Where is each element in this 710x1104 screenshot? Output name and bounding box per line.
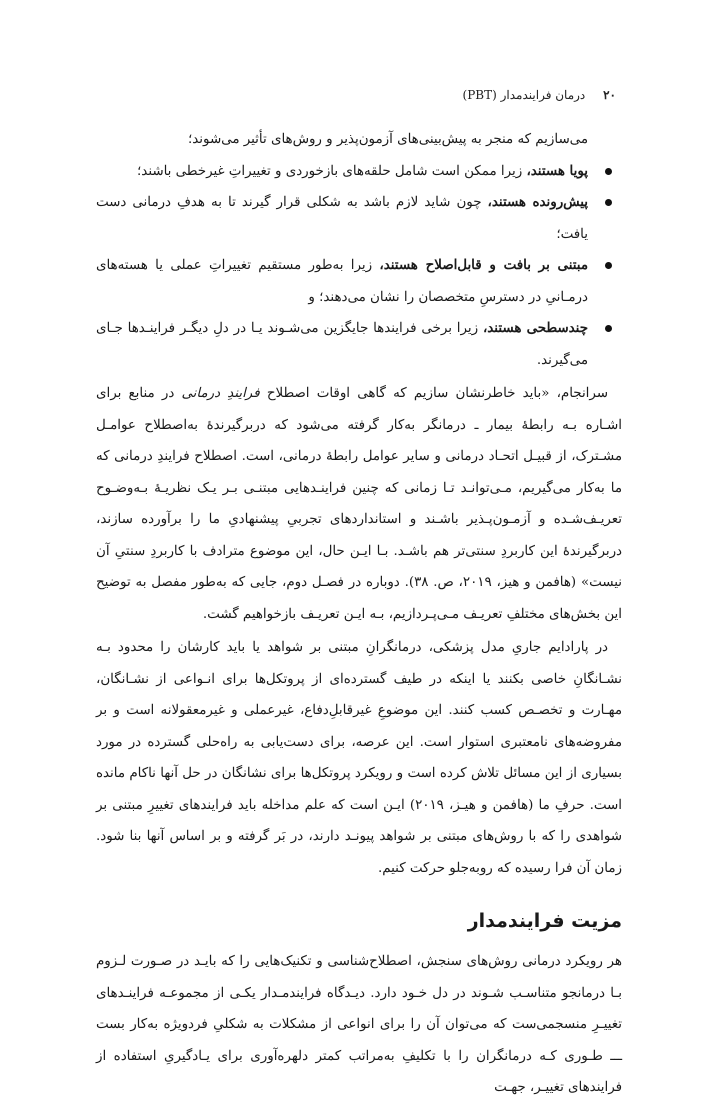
bullet-icon bbox=[605, 199, 612, 206]
bullet-text: زیرا به‌طور مستقیم تغییراتِ عملی یا هسته‌های درمـانیِ در دسترسِ متخصصان را نشان می‌دهند؛ و bbox=[96, 258, 588, 305]
paragraph-process-definition bbox=[96, 378, 622, 630]
running-title: درمان فرایندمدار (PBT) bbox=[462, 88, 586, 102]
paragraph-text: سرانجام، «باید خاطرنشان سازیم که گاهی اوقات اصطلاح bbox=[259, 386, 609, 401]
paragraph-medical-model: در پارادایم جاریِ مدل پزشکی، درمانگرانِ مبتنی بر شواهد یا باید کارشان را محدود بـه نشـانگانِ خاصی بکنند یا اینکه در طیف گسترده‌ای از پروتکل‌ها برای انـواعی از نشـانگان، مهـارت و تخصـص کسب کنند. این موضوعِ غیرقابلِ‌دفاع، غیرعملی و غیرمعقولانه است و بر مفروضه‌های نامعتبری استوار است. این عرصه، برای دست‌یابی به راه‌حلی گسترده در مورد بسیاری از این مسائل تلاش کرده است و رویکرد پروتکل‌ها برای نشانگان در حل آنها ناکام مانده است. حرفِ ما (هافمن و هیـز، ۲۰۱۹) ایـن است که علم مداخله باید فرایندهای تغییرِ مبتنی بر شواهدی را که با روش‌های مبتنی بر شواهد پیونـد دارند، در بَر گرفته و بر اساس آنها بنا شود. زمان آن فرا رسیده که روبه‌جلو حرکت کنیم. bbox=[96, 640, 622, 876]
section-heading: مزیت فرایندمدار bbox=[467, 910, 622, 932]
bullet-text: چون شاید لازم باشد به شکلی قرار گیرند تا به هدفِ درمانی دست یافت؛ bbox=[96, 195, 588, 242]
intro-line: می‌سازیم که منجر به پیش‌بینی‌های آزمون‌پذیر و روش‌های تأثیر می‌شوند؛ bbox=[188, 132, 588, 147]
bullet-icon bbox=[605, 262, 612, 269]
list-item bbox=[96, 313, 588, 376]
bullet-list bbox=[96, 156, 622, 377]
bullet-term: پیش‌رونده هستند، bbox=[487, 194, 588, 210]
list-item bbox=[96, 187, 588, 250]
list-item bbox=[96, 250, 588, 313]
bullet-text: زیرا ممکن است شامل حلقه‌های بازخوردی و تغییراتِ غیرخطی باشند؛ bbox=[137, 163, 527, 179]
bullet-term: مبتنی بر بافت و قابل‌اصلاح هستند، bbox=[379, 257, 588, 273]
paragraph-text: در منابع برای اشـاره بـه رابطهٔ بیمار ـ درمانگر به‌کار گرفته می‌شود که دربرگیرندهٔ به‌اصطلاح عوامـل مشـترک، از قبیـل اتحـاد درمانی و سایر عوامل رابطهٔ درمانی، است. اصطلاح فرایندِ درمانی که ما به‌کار می‌گیریم، مـی‌توانـد تـا زمانی که چنین فراینـدهایی مبتنـی بـر یـک نظریـهٔ بـه‌وضـوح تعریـف‌شـده و آزمـون‌پـذیر باشـند و استانداردهای تجربیِ پیشنهادیِ ما را برآورده سازند، دربرگیرندهٔ این کاربردِ سنتی‌تر هم باشـد. بـا ایـن حال، این موضوع مترادف با کاربردِ سنتیِ آن نیست» (هافمن و هیز، ۲۰۱۹، ص. ۳۸). دوباره در فصـل دوم، جایی که به‌طور مفصل به توضیح این بخش‌های مختلفِ تعریـف مـی‌پـردازیم، بـه ایـن تعریـف بازخواهیم گشت. bbox=[96, 386, 622, 622]
body-text bbox=[96, 124, 622, 1104]
bullet-icon bbox=[605, 168, 612, 175]
bullet-text: زیرا برخی فرایندها جایگزین می‌شـوند یـا در دلِ دیگـر فراینـدها جـای می‌گیرند. bbox=[96, 321, 588, 368]
list-item bbox=[96, 156, 588, 188]
running-header bbox=[463, 88, 616, 102]
bullet-term: پویا هستند، bbox=[526, 162, 588, 179]
page-number: ۲۰ bbox=[603, 88, 616, 102]
bullet-term: چندسطحی هستند، bbox=[482, 320, 588, 336]
paragraph-process-advantage: هر رویکرد درمانی روش‌های سنجش، اصطلاح‌شناسی و تکنیک‌هایی را که بایـد در صـورت لـزوم بـا درمانجو متناسـب شـوند در دل خـود دارد. دیـدگاه فرایندمـدار یکـی از مجموعـه فراینـدهای تغییـرِ منسجمی‌ست که می‌توان آن را برای انواعی از مشکلات به شکلیِ فردویژه به‌کار بست ـــ طـوری کـه درمانگران را با تکلیفِ به‌مراتب کمتر دلهره‌آوری برای یـادگیریِ استفاده از فرایندهای تغییـر، جهـت bbox=[96, 954, 622, 1095]
italic-term: فرایندِ درمانی bbox=[181, 386, 260, 401]
bullet-icon bbox=[605, 325, 612, 332]
